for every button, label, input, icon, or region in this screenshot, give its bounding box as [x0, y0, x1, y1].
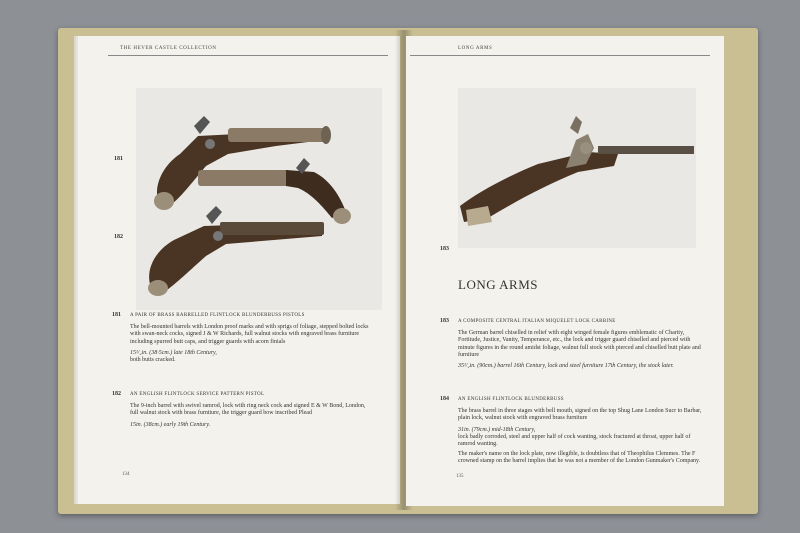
catalog-entry-184: [440, 396, 706, 466]
entry-number: 184: [440, 396, 449, 402]
page-number-right: 135: [456, 474, 464, 479]
figure-number-181: 181: [114, 156, 123, 162]
entry-condition: lock badly corroded, steel and upper half of cock wanting, stock fractured at throat, upper half of ramrod wanting.: [458, 433, 691, 448]
carbine-183: [460, 116, 694, 226]
entry-number: 182: [112, 391, 121, 397]
pistol-182: [148, 206, 324, 296]
entry-title: AN ENGLISH FLINTLOCK BLUNDERBUSS: [458, 397, 564, 402]
entry-dimensions: 15in. (38cm.) early 19th Century.: [130, 421, 211, 428]
pistol-181b: [198, 158, 351, 224]
catalog-entry-183: [440, 318, 706, 370]
entry-description: The brass barrel in three stages with bell mouth, signed on the top Shug Lane London Sucr to Barbar, plain lock, walnut stock with engraved brass furniture: [458, 408, 702, 422]
entry-description: The German barrel chiselled in relief with eight winged female figures emblematic of Charity, Fortitude, Justice, Vanity, Temperance, etc., the lock and trigger guard chiselled and pierced with minute figures in the round amidst foliage, walnut full stock with pierced and chiselled butt plate and furniture: [458, 330, 701, 358]
section-title-long-arms: LONG ARMS: [458, 277, 538, 292]
entry-title: A COMPOSITE CENTRAL ITALIAN MIQUELET LOCK CARBINE: [458, 319, 616, 324]
pistols-illustration: [136, 88, 382, 310]
entry-note: The maker's name on the lock plate, now illegible, is doubtless that of Theophilus Clemmes. The F crowned stamp on the barrel implies that he was not a member of the London Gunmaker's Company.: [458, 451, 701, 465]
carbine-illustration: [458, 88, 696, 248]
right-page: [406, 36, 724, 506]
left-page: [78, 36, 400, 504]
entry-number: 183: [440, 318, 449, 324]
entry-description: The 9-inch barrel with swivel ramrod, lock with ring neck cock and signed E & W Bond, London, full walnut stock with brass furniture, the trigger guard bow inscribed Plead: [130, 403, 366, 417]
entry-condition: both butts cracked.: [130, 357, 176, 364]
figure-number-183: 183: [440, 246, 449, 252]
running-head-right: LONG ARMS: [458, 46, 493, 51]
figure-number-182: 182: [114, 234, 123, 240]
entry-title: AN ENGLISH FLINTLOCK SERVICE PATTERN PISTOL: [130, 392, 265, 397]
pistols-plate: [136, 88, 382, 310]
entry-dimensions: 35¹/₂in. (90cm.) barrel 16th Century, lock and steel furniture 17th Century, the stock later.: [458, 363, 674, 370]
running-head-left: THE HEVER CASTLE COLLECTION: [120, 46, 217, 51]
catalog-entry-182: [112, 391, 374, 429]
entry-title: A PAIR OF BRASS BARRELLED FLINTLOCK BLUNDERBUSS PISTOLS: [130, 313, 305, 318]
entry-number: 181: [112, 312, 121, 318]
header-rule-left: [108, 55, 388, 56]
catalog-entry-181: [112, 312, 374, 364]
entry-dimensions: 31in. (79cm.) mid-18th Century,: [458, 426, 536, 433]
entry-dimensions: 15¹/₂in. (38·5cm.) late 18th Century,: [130, 349, 217, 356]
page-number-left: 134: [122, 472, 130, 477]
header-rule-right: [410, 55, 710, 56]
carbine-plate: [458, 88, 696, 248]
entry-description: The bell-mounted barrels with London proof marks and with sprigs of foliage, stepped bolted locks with swan-neck cocks, signed J & W Richards, full walnut stocks with engraved brass furniture including spurred butt caps, and trigger guards with acorn finials: [130, 324, 369, 345]
